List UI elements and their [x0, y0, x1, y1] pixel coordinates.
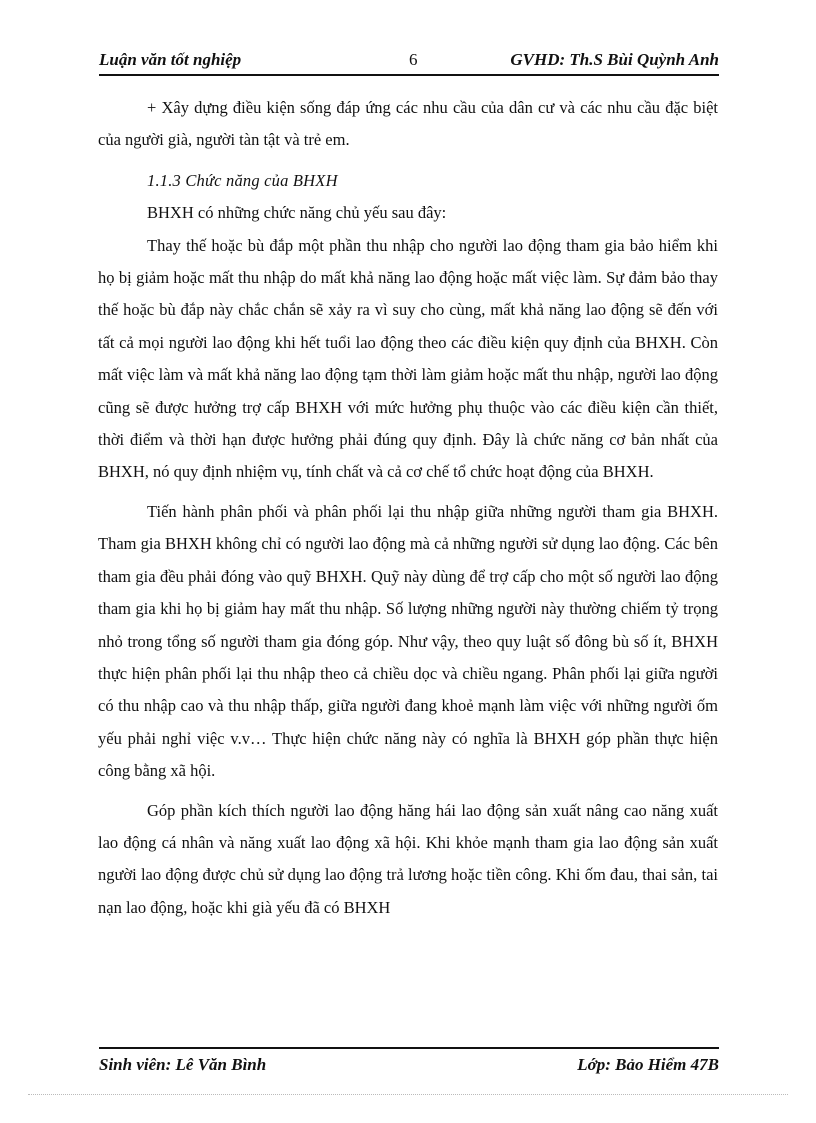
footer-class: Lớp: Bảo Hiểm 47B — [577, 1055, 719, 1074]
page-edge-divider — [28, 1094, 788, 1095]
header-thesis-title: Luận văn tốt nghiệp — [99, 50, 242, 69]
section-heading: 1.1.3 Chức năng của BHXH — [147, 170, 338, 190]
paragraph-redistribution: Tiến hành phân phối và phân phối lại thu nhập giữa những người tham gia BHXH. Tham gia BHXH không chỉ có người lao động mà cả những người sử dụng lao động. Các bên tham gia đều phải đóng vào quỹ BHXH. Quỹ này dùng để trợ cấp cho một số người lao động tham gia khi họ bị giảm hay mất thu nhập. Số lượng những người này thường chiếm tỷ trọng nhỏ trong tổng số người tham gia đóng góp. Như vậy, theo quy luật số đông bù số ít, BHXH thực hiện phân phối lại thu nhập theo cả chiều dọc và chiều ngang. Phân phối lại giữa người có thu nhập cao và thu nhập thấp, giữa người đang khoẻ mạnh làm việc với những người ốm yếu phải nghỉ việc v.v… Thực hiện chức năng này có nghĩa là BHXH góp phần thực hiện công bằng xã hội. — [98, 501, 718, 781]
paragraph-income-replacement: Thay thế hoặc bù đắp một phần thu nhập cho người lao động tham gia bảo hiểm khi họ bị giảm hoặc mất thu nhập do mất khả năng lao động hoặc mất việc làm. Sự đảm bảo thay thế hoặc bù đắp này chắc chắn sẽ xảy ra vì suy cho cùng, mất khả năng lao động sẽ đến với tất cả mọi người lao động khi hết tuổi lao động theo các điều kiện quy định của BHXH. Còn mất việc làm và mất khả năng lao động tạm thời làm giảm hoặc mất thu nhập, người lao động cũng sẽ được hưởng trợ cấp BHXH với mức hưởng phụ thuộc vào các điều kiện cần thiết, thời điểm và thời hạn được hưởng phải đúng quy định. Đây là chức năng cơ bản nhất của BHXH, nó quy định nhiệm vụ, tính chất và cả cơ chế tổ chức hoạt động của BHXH. — [98, 235, 718, 482]
footer-student: Sinh viên: Lê Văn Bình — [99, 1055, 267, 1074]
page-header — [99, 48, 719, 76]
paragraph-living-conditions: + Xây dựng điều kiện sống đáp ứng các nhu cầu của dân cư và các nhu cầu đặc biệt của người già, người tàn tật và trẻ em. — [98, 98, 718, 150]
page-footer — [99, 1047, 719, 1079]
paragraph-intro: BHXH có những chức năng chủ yếu sau đây: — [147, 203, 447, 223]
page-body — [98, 92, 718, 924]
header-supervisor: GVHD: Th.S Bùi Quỳnh Anh — [510, 50, 719, 69]
paragraph-productivity: Góp phần kích thích người lao động hăng hái lao động sản xuất nâng cao năng xuất lao động cá nhân và năng xuất lao động xã hội. Khi khỏe mạnh tham gia lao động sản xuất người lao động được chủ sử dụng lao động trả lương hoặc tiền công. Khi ốm đau, thai sản, tai nạn lao động, hoặc khi già yếu đã có BHXH — [98, 800, 718, 917]
page-number: 6 — [409, 50, 418, 69]
